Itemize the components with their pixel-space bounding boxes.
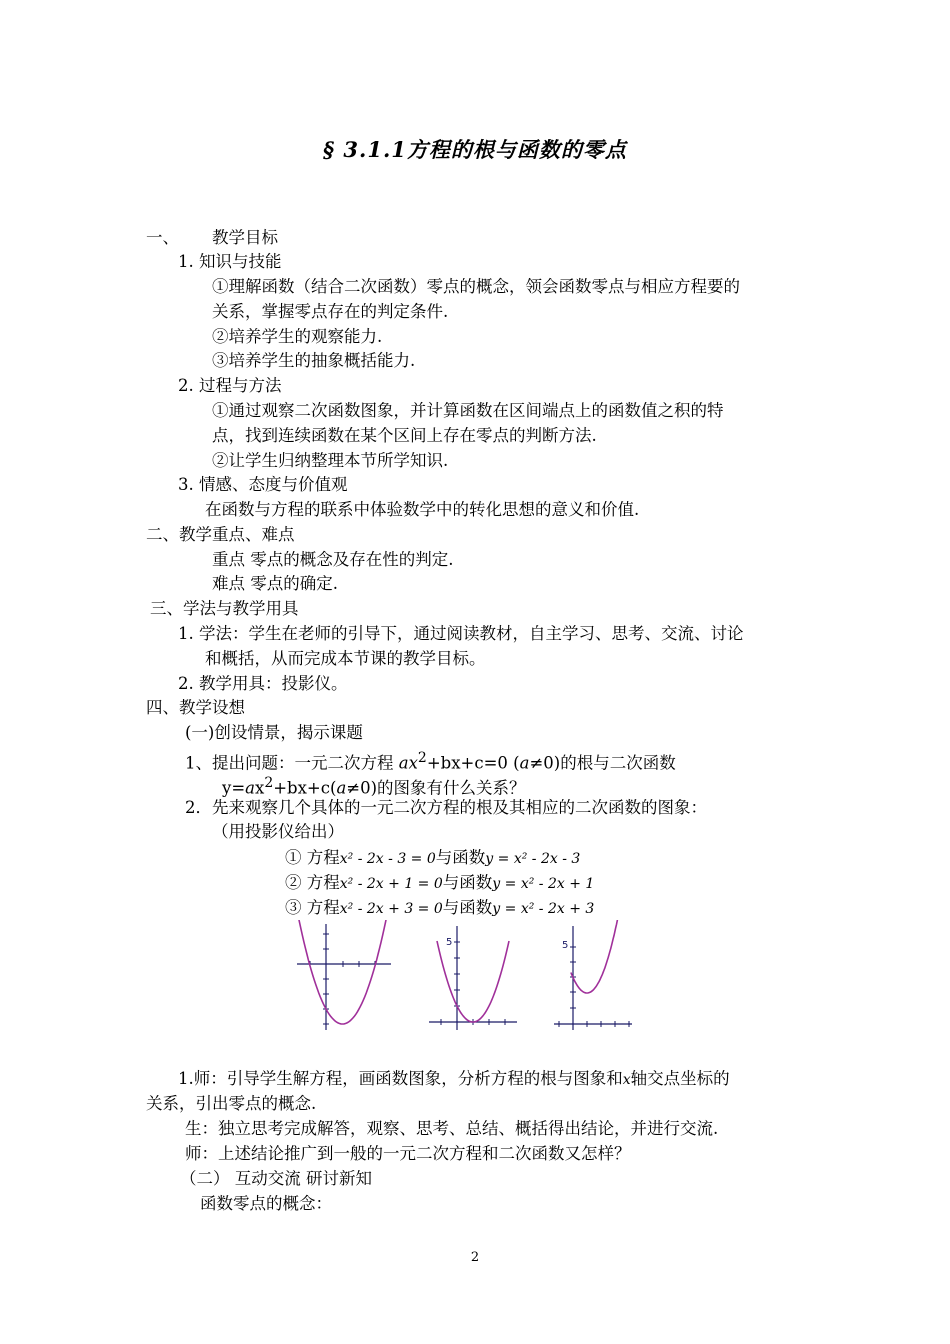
equation-3: ③ 方程x² - 2x + 3 = 0与函数y = x² - 2x + 3 bbox=[285, 898, 595, 917]
teacher-question-line: 师：上述结论推广到一般的一元二次方程和二次函数又怎样？ bbox=[185, 1144, 631, 1163]
student-line: 生：独立思考完成解答，观察、思考、总结、概括得出结论，并进行交流. bbox=[185, 1119, 719, 1138]
parabola-curve bbox=[298, 920, 387, 1024]
text-line: 2．先来观察几个具体的一元二次方程的根及其相应的二次函数的图象： bbox=[185, 798, 707, 817]
text-line: ②让学生归纳整理本节所学知识. bbox=[212, 451, 449, 470]
text-line: （用投影仪给出） bbox=[212, 822, 344, 841]
text-line: ③培养学生的抽象概括能力. bbox=[212, 351, 416, 370]
text-line: 难点 零点的确定. bbox=[212, 574, 338, 593]
parabola-graph-3 bbox=[552, 920, 637, 1032]
subheading-interaction: （二） 互动交流 研讨新知 bbox=[180, 1169, 372, 1188]
page-number: 2 bbox=[470, 1250, 480, 1265]
parabola-curve bbox=[571, 920, 621, 993]
section-2-heading: 二、教学重点、难点 bbox=[146, 525, 295, 544]
text-line: 关系，引出零点的概念. bbox=[146, 1094, 317, 1113]
y-tick-label: 5 bbox=[446, 937, 453, 948]
parabola-curve bbox=[437, 941, 509, 1022]
subheading-scenario: (一)创设情景，揭示课题 bbox=[185, 723, 363, 742]
teacher-line: 1.师：引导学生解方程，画函数图象，分析方程的根与图象和x轴交点坐标的 bbox=[178, 1069, 730, 1088]
text-line: 1. 学法：学生在老师的引导下，通过阅读教材，自主学习、思考、交流、讨论 bbox=[178, 624, 744, 643]
section-4-heading: 四、教学设想 bbox=[146, 698, 245, 717]
text-line: 2. 教学用具：投影仪。 bbox=[178, 674, 348, 693]
text-line: ①通过观察二次函数图象，并计算函数在区间端点上的函数值之积的特 bbox=[212, 401, 724, 420]
section-3-heading: 三、学法与教学用具 bbox=[150, 599, 299, 618]
equation-1: ① 方程x² - 2x - 3 = 0与函数y = x² - 2x - 3 bbox=[285, 848, 581, 867]
text-line: 点，找到连续函数在某个区间上存在零点的判断方法. bbox=[212, 426, 597, 445]
question-line-1: 1、提出问题：一元二次方程 $ax^2+bx+c=0$ (a≠0)的根与二次函数 bbox=[185, 750, 676, 773]
y-tick-label: 5 bbox=[562, 940, 569, 951]
subheading-knowledge: 1. 知识与技能 bbox=[178, 252, 282, 271]
document-title: § 3.1.1方程的根与函数的零点 bbox=[323, 137, 627, 162]
parabola-graph-1 bbox=[295, 920, 395, 1032]
text-line: 和概括，从而完成本节课的教学目标。 bbox=[205, 649, 486, 668]
text-line: 在函数与方程的联系中体验数学中的转化思想的意义和价值. bbox=[205, 500, 640, 519]
equation-2: ② 方程x² - 2x + 1 = 0与函数y = x² - 2x + 1 bbox=[285, 873, 595, 892]
text-line: 函数零点的概念： bbox=[200, 1194, 332, 1213]
text-line: 重点 零点的概念及存在性的判定. bbox=[212, 550, 454, 569]
section-1-number: 一、 bbox=[146, 228, 179, 247]
text-line: 关系，掌握零点存在的判定条件. bbox=[212, 302, 449, 321]
subheading-attitude: 3. 情感、态度与价值观 bbox=[178, 475, 348, 494]
question-line-2: $y=ax^2+bx+c(a\ne 0)$的图象有什么关系？ bbox=[222, 775, 526, 798]
subheading-process: 2. 过程与方法 bbox=[178, 376, 282, 395]
text-line: ②培养学生的观察能力. bbox=[212, 327, 383, 346]
text-line: ①理解函数（结合二次函数）零点的概念，领会函数零点与相应方程要的 bbox=[212, 277, 740, 296]
section-1-heading: 教学目标 bbox=[212, 228, 278, 247]
parabola-graph-2 bbox=[425, 920, 520, 1032]
